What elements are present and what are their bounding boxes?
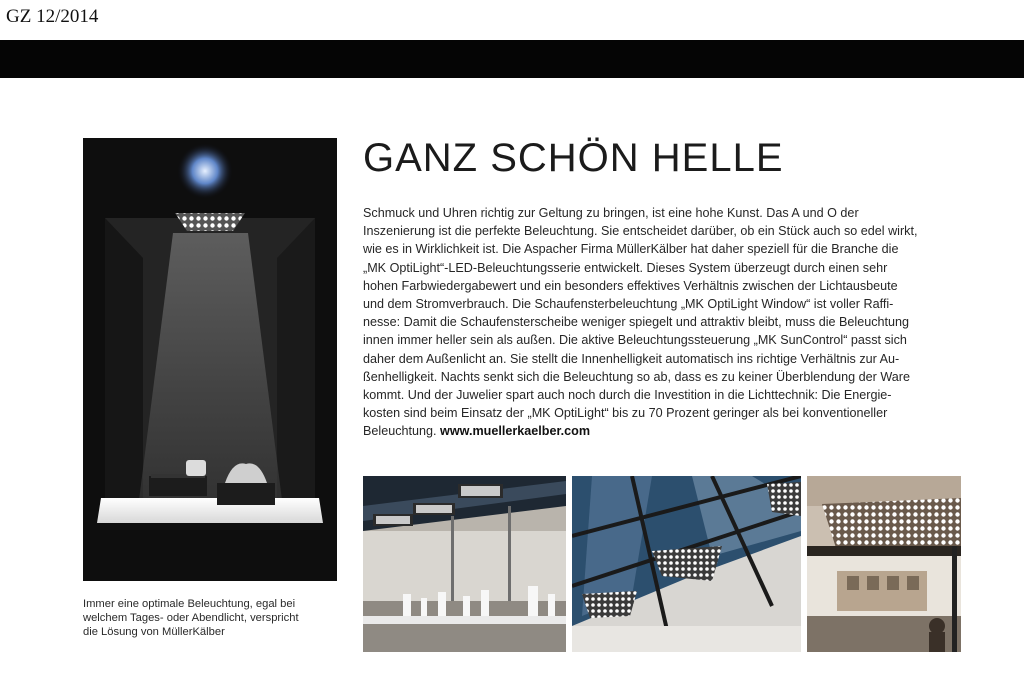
body-line: innen immer heller sein als außen. Die aktive Beleuchtungssteuerung „MK SunControl“ passt sich bbox=[363, 333, 907, 348]
body-line: kosten sind beim Einsatz der „MK OptiLight“ bis zu 70 Prozent geringer als bei konventioneller bbox=[363, 406, 888, 421]
body-line: hohen Farbwiedergabewert und ein besonders effektives Verhältnis zwischen der Lichtausbeute bbox=[363, 278, 898, 293]
body-line: „MK OptiLight“-LED-Beleuchtungsserie entwickelt. Dieses System überzeugt durch einen sehr bbox=[363, 260, 888, 275]
body-line: daher dem Außenlicht an. Sie stellt die Innenhelligkeit automatisch ins richtige Verhältnis zur Au- bbox=[363, 351, 900, 366]
caption-line: welchem Tages- oder Abendlicht, verspricht bbox=[83, 612, 299, 624]
issue-label: GZ 12/2014 bbox=[6, 6, 99, 27]
photo-shop-window bbox=[363, 476, 566, 652]
caption-line: die Lösung von MüllerKälber bbox=[83, 626, 225, 638]
body-line: und dem Stromverbrauch. Die Schaufensterbeleuchtung „MK OptiLight Window“ ist voller Raffi- bbox=[363, 297, 894, 312]
body-line: ßenhelligkeit. Nachts senkt sich die Beleuchtung so ab, dass es zu keiner Überblendung der Ware bbox=[363, 369, 910, 384]
body-line: wie es in Wirklichkeit ist. Die Aspacher Firma MüllerKälber hat daher speziell für die Branche die bbox=[363, 242, 899, 257]
body-line: Schmuck und Uhren richtig zur Geltung zu bringen, ist eine hohe Kunst. Das A und O der bbox=[363, 206, 859, 220]
article-headline: GANZ SCHÖN HELLE bbox=[363, 136, 784, 180]
body-line: Inszenierung ist die perfekte Beleuchtung. Sie entscheidet darüber, ob ein Stück auch so edel wirkt, bbox=[363, 224, 918, 239]
body-line: kommt. Und der Juwelier spart auch noch durch die Investition in die Lichttechnik: Die Energie- bbox=[363, 388, 892, 403]
body-last-line bbox=[363, 422, 963, 440]
body-line: nesse: Damit die Schaufensterscheibe weniger spiegelt und attraktiv bleibt, muss die Beleuchtung bbox=[363, 315, 910, 330]
photo-glass-roof-lights bbox=[572, 476, 801, 652]
article-body bbox=[363, 204, 963, 441]
header-bar bbox=[0, 40, 1024, 78]
website-link[interactable]: www.muellerkaelber.com bbox=[440, 424, 591, 439]
photo-caption bbox=[83, 597, 323, 639]
caption-line: Immer eine optimale Beleuchtung, egal bei bbox=[83, 598, 296, 610]
photo-storefront-canopy bbox=[807, 476, 961, 652]
body-line-end: Beleuchtung. bbox=[363, 424, 437, 439]
main-photo-display-niche bbox=[83, 138, 337, 581]
